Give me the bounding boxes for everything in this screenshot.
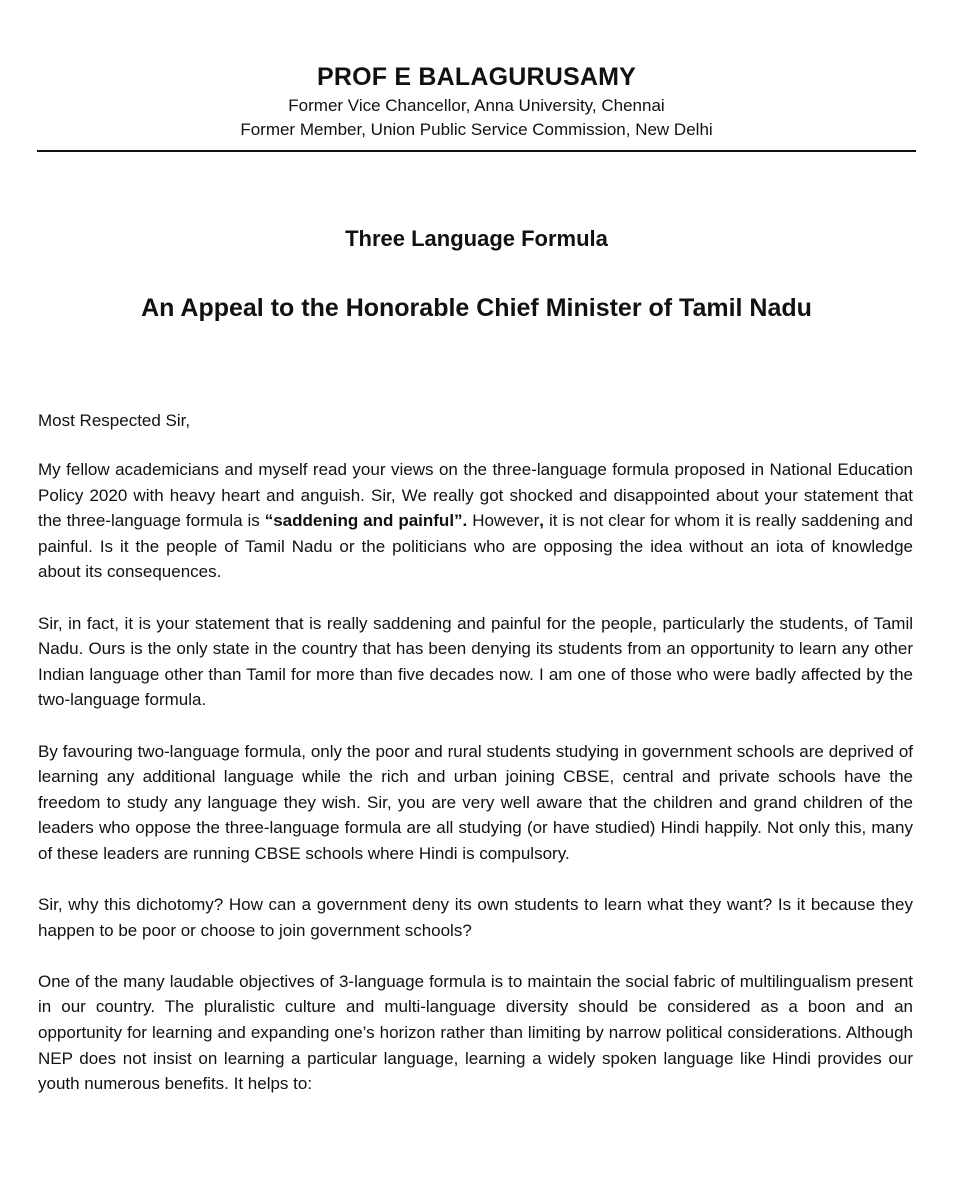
author-title-1: Former Vice Chancellor, Anna University, Chennai xyxy=(288,96,665,115)
paragraph-1-comma: , xyxy=(539,511,545,531)
paragraph-1-quote: “saddening and painful”. xyxy=(264,511,468,531)
letter-title: An Appeal to the Honorable Chief Minister of Tamil Nadu xyxy=(141,294,812,322)
paragraph-1-text-a: My fellow academicians and myself read your views on the three-language formula proposed in National Education Policy 2020 with heavy heart and anguish. Sir, We really got shocked and disappointed about your statement that the three-language formula is xyxy=(38,460,913,531)
paragraph-1-text-c: it is not clear for whom it is really saddening and painful. Is it the people of Tamil Nadu or the politicians who are opposing the idea without an iota of knowledge about its consequences. xyxy=(38,511,913,582)
paragraph-1 xyxy=(38,457,913,585)
letterhead xyxy=(37,60,916,142)
subject-heading: Three Language Formula xyxy=(345,226,608,251)
paragraph-5: One of the many laudable objectives of 3-language formula is to maintain the social fabric of multilingualism present in our country. The pluralistic culture and multi-language diversity should be considered as a boon and an opportunity for learning and expanding one’s horizon rather than limiting by narrow political considerations. Although NEP does not insist on learning a particular language, learning a widely spoken language like Hindi provides our youth numerous benefits. It helps to: xyxy=(38,971,913,1094)
paragraph-1-text-b: However xyxy=(467,511,540,531)
paragraph-2: Sir, in fact, it is your statement that is really saddening and painful for the people, particularly the students, of Tamil Nadu. Ours is the only state in the country that has been denying its students from an opportunity to learn any other Indian language other than Tamil for more than five decades now. I am one of those who were badly affected by the two-language formula. xyxy=(38,613,913,710)
salutation: Most Respected Sir, xyxy=(38,411,191,430)
paragraph-4: Sir, why this dichotomy? How can a government deny its own students to learn what they want? Is it because they happen to be poor or choose to join government schools? xyxy=(38,895,913,940)
paragraph-3: By favouring two-language formula, only the poor and rural students studying in government schools are deprived of learning any additional language while the rich and urban joining CBSE, central and private schools have the freedom to study any language they wish. Sir, you are very well aware that the children and grand children of the leaders who oppose the three-language formula are all studying (or have studied) Hindi happily. Not only this, many of these leaders are running CBSE schools where Hindi is compulsory. xyxy=(38,741,913,863)
letterhead-divider xyxy=(37,150,916,152)
author-name: PROF E BALAGURUSAMY xyxy=(316,63,637,91)
letter-body xyxy=(38,457,913,1122)
author-title-2: Former Member, Union Public Service Commission, New Delhi xyxy=(240,120,713,139)
